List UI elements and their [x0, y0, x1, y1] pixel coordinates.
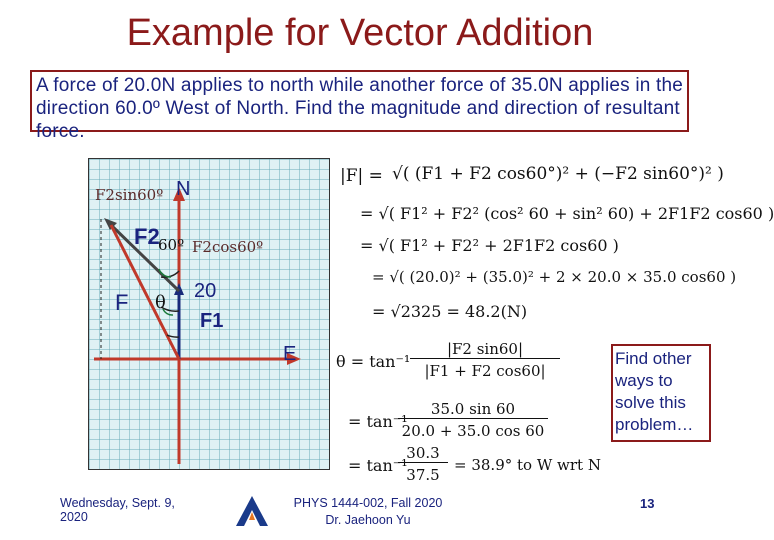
label-theta: θ — [155, 292, 166, 313]
uta-logo-icon — [234, 494, 270, 528]
label-f1: F1 — [200, 310, 224, 332]
theta-lhs: θ = tan⁻¹ — [336, 352, 411, 371]
problem-statement: A force of 20.0N applies to north while another force of 35.0N applies in the direction 60.0º West of North. Find the magnitude and direction of resultant force. — [36, 75, 684, 142]
magnitude-eq1: √( (F1 + F2 cos60°)² + (−F2 sin60°)² ) — [392, 164, 724, 184]
magnitude-eq3: = √( F1² + F2² + 2F1F2 cos60 ) — [360, 236, 619, 255]
footer-course: PHYS 1444-002, Fall 2020 — [293, 496, 443, 510]
label-f2: F2 — [134, 224, 160, 249]
label-resultant-f: F — [115, 290, 129, 315]
theta-denominator-2: 20.0 + 35.0 cos 60 — [401, 422, 545, 440]
note-box: Find other ways to solve this problem… — [611, 344, 711, 442]
magnitude-lhs: |F| = — [340, 166, 383, 186]
magnitude-eq5: = √2325 = 48.2(N) — [372, 302, 528, 321]
theta2-lhs: = tan⁻¹ — [348, 412, 408, 431]
magnitude-eq4: = √( (20.0)² + (35.0)² + 2 × 20.0 × 35.0 cos60 ) — [372, 268, 737, 286]
page-number: 13 — [640, 496, 655, 511]
theta-denominator-3: 37.5 — [406, 466, 440, 484]
label-f2cos60: F2cos60º — [192, 238, 264, 256]
theta-result: = 38.9° to W wrt N — [454, 456, 601, 474]
label-60-degrees: 60º — [158, 236, 185, 254]
theta-denominator-1: |F1 + F2 cos60| — [424, 362, 546, 380]
magnitude-eq2: = √( F1² + F2² (cos² 60 + sin² 60) + 2F1F2 cos60 ) — [360, 204, 774, 223]
label-20: 20 — [194, 280, 217, 302]
footer-date: Wednesday, Sept. 9, 2020 — [60, 496, 175, 524]
theta-numerator-3: 30.3 — [398, 444, 448, 463]
label-f2sin60: F2sin60º — [95, 186, 164, 204]
slide-title: Example for Vector Addition — [126, 12, 594, 54]
footer-instructor: Dr. Jaehoon Yu — [325, 513, 411, 527]
theta-numerator-2: 35.0 sin 60 — [398, 400, 548, 419]
theta-numerator-1: |F2 sin60| — [410, 340, 560, 359]
label-north: N — [176, 178, 191, 200]
label-east: E — [283, 343, 297, 365]
theta3-lhs: = tan⁻¹ — [348, 456, 408, 475]
